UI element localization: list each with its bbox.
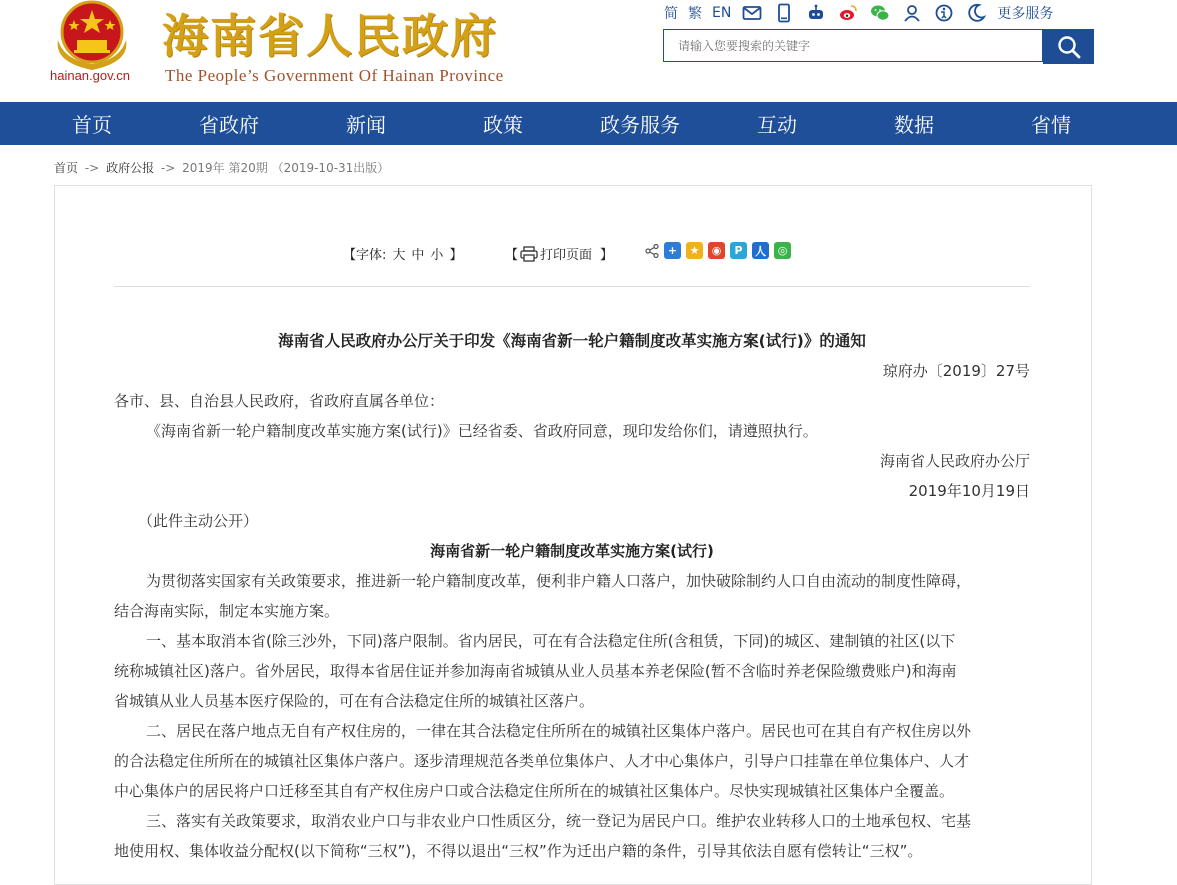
traditional-chinese-link[interactable]: 繁 — [688, 6, 702, 22]
breadcrumb-home[interactable]: 首页 — [54, 161, 79, 175]
wechat-icon[interactable] — [869, 3, 891, 23]
print-page-button[interactable]: 打印页面 — [540, 248, 593, 263]
site-title[interactable]: 海南省人民政府 — [162, 9, 498, 63]
robot-icon[interactable] — [805, 3, 827, 23]
nav-item-policy[interactable]: 政策 — [483, 113, 523, 137]
breadcrumb-separator: -> — [160, 161, 176, 175]
font-size-label: 【字体: — [343, 248, 387, 263]
public-note: （此件主动公开） — [138, 512, 259, 530]
main-nav — [0, 102, 1177, 145]
top-links — [664, 2, 1053, 24]
nav-item-provincial-government[interactable]: 省政府 — [199, 113, 259, 137]
print-open-bracket: 【 — [505, 248, 519, 263]
document-addressee: 各市、县、自治县人民政府，省政府直属各单位： — [114, 392, 445, 410]
font-small-button[interactable]: 小 — [430, 248, 444, 263]
font-size-tool — [343, 244, 468, 263]
document-line: 三、落实有关政策要求，取消农业户口与非农业户口性质区分，统一登记为居民户口。维护农业转移人口的土地承包权、宅基 — [146, 812, 972, 830]
document-body — [114, 326, 1030, 866]
share-qzone-icon[interactable]: ★ — [686, 242, 703, 259]
accessibility-icon[interactable] — [933, 3, 955, 23]
document-subtitle: 海南省新一轮户籍制度改革实施方案(试行) — [430, 542, 714, 560]
elderly-mode-icon[interactable] — [965, 3, 987, 23]
document-issuer: 海南省人民政府办公厅 — [879, 452, 1030, 470]
document-line: 为贯彻落实国家有关政策要求，推进新一轮户籍制度改革，便利非户籍人口落户，加快破除制约人口自由流动的制度性障碍， — [146, 572, 972, 590]
font-medium-button[interactable]: 中 — [411, 248, 425, 263]
document-line: 统称城镇社区)落户。省外居民，取得本省居住证并参加海南省城镇从业人员基本养老保险(暂不含临时养老保险缴费账户)和海南 — [114, 662, 957, 680]
nav-item-government-services[interactable]: 政务服务 — [600, 113, 680, 137]
breadcrumb-separator: -> — [84, 161, 100, 175]
search-icon — [1056, 34, 1082, 60]
simplified-chinese-link[interactable]: 简 — [664, 6, 678, 22]
document-line: 结合海南实际，制定本实施方案。 — [114, 602, 340, 620]
breadcrumb-current: 2019年 第20期 （2019-10-31出版） — [182, 161, 390, 175]
share-bar — [645, 242, 791, 259]
site-header — [0, 0, 1177, 102]
print-tool[interactable] — [505, 244, 613, 263]
share-renren-icon[interactable]: 人 — [752, 242, 769, 259]
site-title-english: The People’s Government Of Hainan Province — [165, 66, 504, 85]
national-emblem-icon[interactable] — [50, 0, 134, 72]
document-line: 二、居民在落户地点无自有产权住房的，一律在其合法稳定住所所在的城镇社区集体户落户。居民也可在其自有产权住房以外 — [146, 722, 972, 740]
site-domain: hainan.gov.cn — [50, 68, 130, 83]
print-close-bracket: 】 — [600, 248, 614, 263]
nav-item-news[interactable]: 新闻 — [346, 113, 386, 137]
user-icon[interactable] — [901, 3, 923, 23]
tools-divider — [114, 286, 1030, 287]
mail-icon[interactable] — [741, 3, 763, 23]
nav-item-data[interactable]: 数据 — [894, 113, 934, 137]
more-services-link[interactable]: 更多服务 — [997, 6, 1054, 22]
nav-item-home[interactable]: 首页 — [72, 113, 112, 137]
breadcrumb — [54, 159, 389, 176]
article-tools — [0, 241, 1177, 263]
nav-item-province-info[interactable]: 省情 — [1031, 113, 1071, 137]
document-line: 地使用权、集体收益分配权(以下简称“三权”)，不得以退出“三权”作为迁出户籍的条件，引导其依法自愿有偿转让“三权”。 — [114, 842, 923, 860]
printer-icon — [520, 246, 538, 262]
search-box — [663, 29, 1043, 62]
document-date: 2019年10月19日 — [908, 482, 1030, 500]
share-icon[interactable] — [645, 244, 659, 258]
search-input[interactable] — [664, 30, 1042, 61]
mobile-icon[interactable] — [773, 3, 795, 23]
font-size-close: 】 — [449, 248, 463, 263]
share-wechat-icon[interactable]: ◎ — [774, 242, 791, 259]
weibo-icon[interactable] — [837, 3, 859, 23]
share-more-icon[interactable]: + — [664, 242, 681, 259]
share-weibo-icon[interactable]: ◉ — [708, 242, 725, 259]
document-paragraph: 《海南省新一轮户籍制度改革实施方案(试行)》已经省委、省政府同意，现印发给你们，请遵照执行。 — [146, 422, 818, 440]
document-title: 海南省人民政府办公厅关于印发《海南省新一轮户籍制度改革实施方案(试行)》的通知 — [278, 332, 866, 350]
breadcrumb-section[interactable]: 政府公报 — [106, 161, 155, 175]
document-line: 一、基本取消本省(除三沙外，下同)落户限制。省内居民，可在有合法稳定住所(含租赁，下同)的城区、建制镇的社区(以下 — [146, 632, 956, 650]
share-tencent-icon[interactable]: P — [730, 242, 747, 259]
document-line: 的合法稳定住所所在的城镇社区集体户落户。逐步清理规范各类单位集体户、人才中心集体户，引导户口挂靠在单位集体户、人才 — [114, 752, 970, 770]
font-large-button[interactable]: 大 — [392, 248, 406, 263]
document-line: 省城镇从业人员基本医疗保险的，可在有合法稳定住所的城镇社区落户。 — [114, 692, 595, 710]
search-button[interactable] — [1043, 29, 1094, 64]
nav-item-interaction[interactable]: 互动 — [757, 113, 797, 137]
english-link[interactable]: EN — [712, 5, 732, 21]
document-line: 中心集体户的居民将户口迁移至其自有产权住房户口或合法稳定住所所在的城镇社区集体户。尽快实现城镇社区集体户全覆盖。 — [114, 782, 955, 800]
document-number: 琼府办〔2019〕27号 — [882, 362, 1030, 380]
